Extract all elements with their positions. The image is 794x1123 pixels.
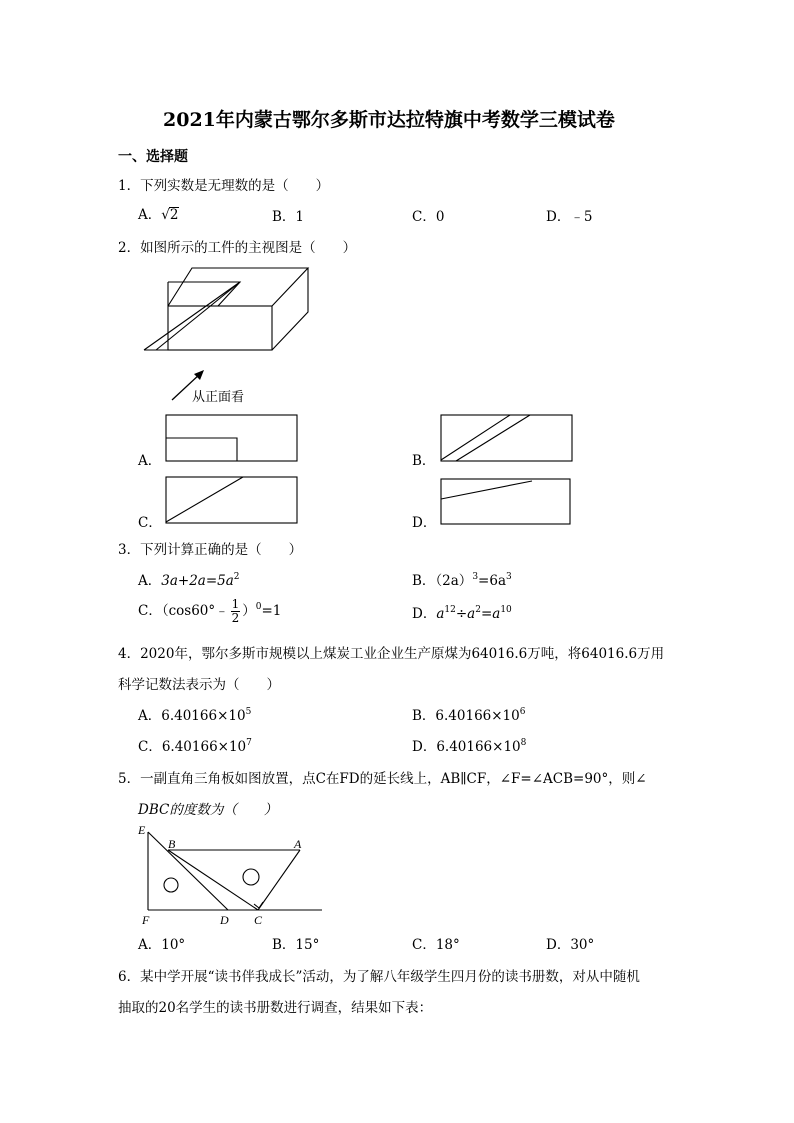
- q3-c-tail: =1: [261, 603, 282, 619]
- q3-b-exp2: 3: [506, 572, 512, 582]
- q4-option-a: [138, 707, 251, 725]
- q2-stem: 2．如图所示的工件的主视图是（ ）: [118, 240, 357, 256]
- label-A: A: [294, 837, 302, 851]
- q3-a-exp: 2: [233, 572, 240, 582]
- q4-c-text: C．6.40166×10: [138, 739, 247, 755]
- label-C: C: [254, 913, 263, 927]
- q2-option-a-figure: [165, 414, 299, 462]
- q3-b-exp1: 3: [472, 572, 479, 582]
- page-title: 2021年内蒙古鄂尔多斯市达拉特旗中考数学三模试卷: [163, 109, 615, 131]
- q4-option-b: [412, 707, 525, 725]
- q3-d-e2: 2: [475, 605, 481, 615]
- q3-a-label: A．: [138, 573, 162, 589]
- q3-c-close: ）: [242, 603, 256, 619]
- q3-d-e1: 12: [444, 605, 456, 615]
- q1-option-d: D．﹣5: [546, 209, 593, 225]
- q1-stem: 1．下列实数是无理数的是（ ）: [118, 178, 330, 194]
- q1-option-a: [138, 206, 179, 224]
- q3-d-a1: a: [436, 606, 445, 622]
- q3-option-b: [412, 572, 512, 590]
- q3-b-mid: =6a: [478, 573, 506, 589]
- q3-c-label: C．（cos60°﹣: [138, 603, 229, 619]
- q2-option-b-label: B．: [412, 453, 436, 469]
- label-F: F: [142, 913, 150, 927]
- q2-option-a-label: A．: [138, 453, 162, 469]
- q4-a-exp: 5: [245, 707, 252, 717]
- q5-option-c: C．18°: [412, 937, 460, 953]
- q1-option-c: C．0: [412, 209, 445, 225]
- q3-a-expr: 3a+2a=5a: [161, 573, 234, 589]
- q4-a-text: A．6.40166×10: [138, 708, 246, 724]
- q2-option-c-label: C．: [138, 515, 162, 531]
- q3-c-den: 2: [231, 611, 240, 625]
- q3-c-exp: 0: [255, 602, 262, 612]
- q1-a-radicand: 2: [169, 207, 179, 223]
- sqrt-symbol: √: [161, 207, 170, 223]
- q3-d-label: D．: [412, 606, 437, 622]
- q5-option-a: A．10°: [138, 937, 186, 953]
- q5-option-d: D．30°: [546, 937, 595, 953]
- label-D: D: [220, 913, 229, 927]
- q4-option-c: [138, 738, 252, 756]
- q3-b-label: B．（2a）: [412, 573, 473, 589]
- q3-d-eq: =a: [480, 606, 501, 622]
- q2-option-b-figure: [440, 414, 574, 462]
- q2-option-c-figure: [165, 476, 299, 524]
- q6-line1: 6．某中学开展“读书伴我成长”活动，为了解八年级学生四月份的读书册数，对从中随机: [118, 969, 640, 985]
- q5-option-b: B．15°: [272, 937, 320, 953]
- q4-d-exp: 8: [520, 738, 527, 748]
- q3-option-a: [138, 572, 240, 590]
- q5-line2: DBC的度数为（ ）: [138, 802, 278, 818]
- q1-option-b: B．1: [272, 209, 305, 225]
- q3-d-mid: ÷a: [455, 606, 476, 622]
- q4-c-exp: 7: [246, 738, 252, 748]
- q4-b-text: B．6.40166×10: [412, 708, 520, 724]
- q3-d-e3: 10: [500, 605, 512, 615]
- q4-b-exp: 6: [519, 707, 526, 717]
- q3-c-fraction: [231, 598, 241, 625]
- q1-a-label: A．: [138, 207, 162, 223]
- q2-option-d-label: D．: [412, 515, 437, 531]
- section-heading: 一、选择题: [118, 149, 188, 165]
- label-E: E: [138, 823, 146, 837]
- q3-stem: 3．下列计算正确的是（ ）: [118, 542, 303, 558]
- q4-line1: 4．2020年，鄂尔多斯市规模以上煤炭工业企业生产原煤为64016.6万吨，将64016.6万用: [118, 646, 665, 662]
- q6-line2: 抽取的20名学生的读书册数进行调查，结果如下表：: [118, 1000, 433, 1016]
- q4-option-d: [412, 738, 526, 756]
- q2-option-d-figure: [440, 478, 572, 526]
- q4-line2: 科学记数法表示为（ ）: [118, 677, 280, 693]
- q5-line1: 5．一副直角三角板如图放置，点C在FD的延长线上，AB∥CF，∠F=∠ACB=90°，则∠: [118, 771, 647, 787]
- q5-triangle-figure: [134, 820, 324, 930]
- q3-option-c: [138, 598, 281, 625]
- label-B: B: [168, 837, 176, 851]
- q4-d-text: D．6.40166×10: [412, 739, 521, 755]
- q2-view-label: 从正面看: [192, 390, 245, 405]
- q3-c-num: 1: [231, 597, 240, 611]
- q3-option-d: [412, 605, 512, 623]
